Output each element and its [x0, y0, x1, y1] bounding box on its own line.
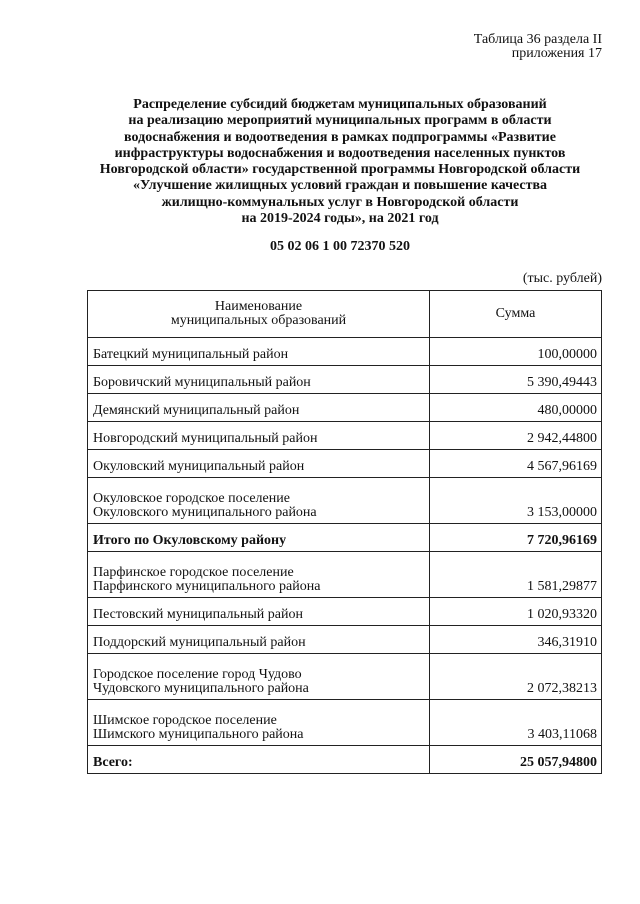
subsidy-table [87, 290, 602, 774]
row-name [88, 366, 430, 394]
title-line: Новгородской области» государственной программы Новгородской области [99, 162, 581, 178]
row-sum: 2 942,44800 [430, 422, 602, 450]
table-reference-line1: Таблица 36 раздела II [473, 32, 602, 47]
row-name-line1: Всего: [93, 755, 133, 770]
row-sum: 25 057,94800 [430, 746, 602, 774]
row-sum: 2 072,38213 [430, 654, 602, 700]
row-name [88, 626, 430, 654]
table-row [88, 654, 602, 700]
total-row [88, 746, 602, 774]
row-name-line1: Окуловское городское поселение [93, 491, 290, 506]
row-name-line2: Окуловского муниципального района [93, 505, 317, 520]
table-row [88, 422, 602, 450]
row-sum: 4 567,96169 [430, 450, 602, 478]
row-name [88, 598, 430, 626]
table-header-row [88, 291, 602, 338]
row-name [88, 422, 430, 450]
budget-code: 05 02 06 1 00 72370 520 [270, 239, 410, 254]
table-row [88, 394, 602, 422]
column-header-sum: Сумма [430, 291, 602, 338]
row-name-line1: Демянский муниципальный район [93, 403, 300, 418]
row-name [88, 552, 430, 598]
table-row [88, 338, 602, 366]
row-sum: 480,00000 [430, 394, 602, 422]
table-row [88, 552, 602, 598]
row-name-line1: Шимское городское поселение [93, 713, 277, 728]
title-line: «Улучшение жилищных условий граждан и повышение качества [132, 178, 548, 194]
table-row [88, 626, 602, 654]
table-row [88, 450, 602, 478]
title-line: на реализацию мероприятий муниципальных программ в области [128, 113, 552, 129]
column-header-name-line2: муниципальных образований [170, 313, 347, 328]
row-name-line1: Итого по Окуловскому району [93, 533, 287, 548]
row-sum: 1 020,93320 [430, 598, 602, 626]
row-sum: 7 720,96169 [430, 524, 602, 552]
row-name-line1: Боровичский муниципальный район [93, 375, 311, 390]
table-row [88, 366, 602, 394]
row-name-line2: Чудовского муниципального района [93, 681, 309, 696]
table-row [88, 700, 602, 746]
table-row [88, 598, 602, 626]
row-sum: 3 403,11068 [430, 700, 602, 746]
column-header-name [88, 291, 430, 338]
row-name-line2: Шимского муниципального района [93, 727, 304, 742]
row-name-line1: Парфинское городское поселение [93, 565, 294, 580]
row-sum: 100,00000 [430, 338, 602, 366]
row-name [88, 478, 430, 524]
row-name-line1: Батецкий муниципальный район [93, 347, 289, 362]
subtotal-row [88, 524, 602, 552]
row-name [88, 746, 430, 774]
units-label: (тыс. рублей) [522, 271, 602, 286]
row-sum: 3 153,00000 [430, 478, 602, 524]
column-header-name-line1: Наименование [214, 299, 303, 314]
row-name-line2: Парфинского муниципального района [93, 579, 321, 594]
row-name-line1: Новгородский муниципальный район [93, 431, 318, 446]
title-line: водоснабжения и водоотведения в рамках подпрограммы «Развитие [124, 129, 556, 145]
row-sum: 5 390,49443 [430, 366, 602, 394]
row-name [88, 524, 430, 552]
row-sum: 346,31910 [430, 626, 602, 654]
row-name-line1: Городское поселение город Чудово [93, 667, 302, 682]
table-row [88, 478, 602, 524]
row-name [88, 654, 430, 700]
row-name-line1: Окуловский муниципальный район [93, 459, 305, 474]
row-name-line1: Поддорский муниципальный район [93, 635, 306, 650]
title-line: Распределение субсидий бюджетам муниципальных образований [133, 97, 547, 112]
row-name [88, 700, 430, 746]
title-line: жилищно-коммунальных услуг в Новгородской области [161, 194, 519, 210]
row-sum: 1 581,29877 [430, 552, 602, 598]
table-reference [474, 33, 602, 61]
row-name [88, 450, 430, 478]
document-title [70, 97, 610, 227]
title-line: на 2019-2024 годы», на 2021 год [241, 211, 439, 227]
row-name-line1: Пестовский муниципальный район [93, 607, 303, 622]
table-reference-line2: приложения 17 [511, 46, 602, 61]
row-name [88, 338, 430, 366]
title-line: инфраструктуры водоснабжения и водоотведения населенных пунктов [114, 145, 566, 161]
row-name [88, 394, 430, 422]
